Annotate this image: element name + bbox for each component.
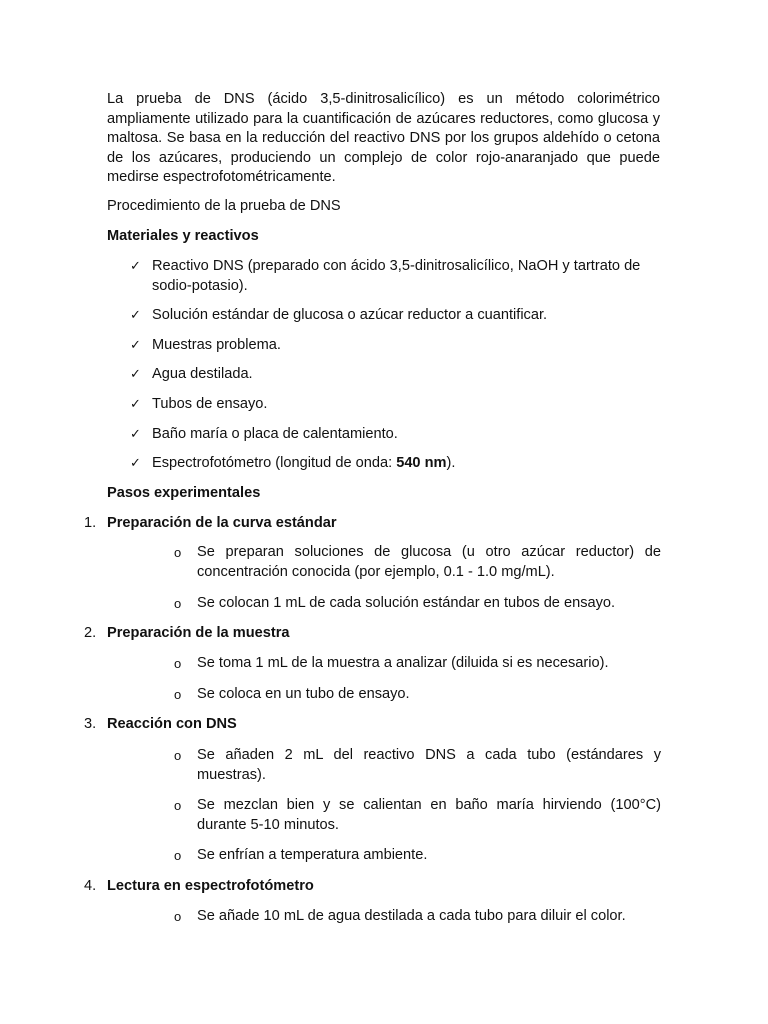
bullet-icon: o xyxy=(174,545,182,560)
checkmark-icon: ✓ xyxy=(130,259,141,274)
material-item xyxy=(130,257,662,296)
material-item xyxy=(130,425,662,445)
sub-item-text: Se colocan 1 mL de cada solución estándar en tubos de ensayo. xyxy=(197,595,616,611)
material-text-suffix: ). xyxy=(446,455,456,471)
step-title: Preparación de la curva estándar xyxy=(107,515,337,531)
bullet-icon: o xyxy=(174,596,182,611)
material-item xyxy=(130,336,662,356)
checkmark-icon: ✓ xyxy=(130,367,141,382)
material-text: Muestras problema. xyxy=(152,337,281,353)
checkmark-icon: ✓ xyxy=(130,397,141,412)
sub-item xyxy=(174,796,661,835)
material-text: Solución estándar de glucosa o azúcar reductor a cuantificar. xyxy=(152,307,548,323)
step-number: 4. xyxy=(84,878,97,894)
sub-item xyxy=(174,594,661,614)
step-title: Preparación de la muestra xyxy=(107,625,290,641)
bullet-icon: o xyxy=(174,687,182,702)
sub-item-text: Se añaden 2 mL del reactivo DNS a cada tubo (estándares y muestras). xyxy=(197,747,661,783)
materials-heading: Materiales y reactivos xyxy=(107,228,259,244)
material-text: Baño maría o placa de calentamiento. xyxy=(152,426,398,442)
bullet-icon: o xyxy=(174,798,182,813)
sub-item xyxy=(174,685,661,705)
checkmark-icon: ✓ xyxy=(130,338,141,353)
sub-item-text: Se mezclan bien y se calientan en baño maría hirviendo (100°C) durante 5-10 minutos. xyxy=(197,797,661,833)
sub-item-text: Se preparan soluciones de glucosa (u otro azúcar reductor) de concentración conocida (por ejemplo, 0.1 - 1.0 mg/mL). xyxy=(197,544,661,580)
material-item xyxy=(130,365,662,385)
bullet-icon: o xyxy=(174,909,182,924)
steps-heading: Pasos experimentales xyxy=(107,485,261,501)
wavelength-value: 540 nm xyxy=(396,455,447,471)
sub-item-text: Se coloca en un tubo de ensayo. xyxy=(197,686,410,702)
bullet-icon: o xyxy=(174,748,182,763)
material-item xyxy=(130,395,662,415)
procedure-heading: Procedimiento de la prueba de DNS xyxy=(107,198,341,214)
material-text: Tubos de ensayo. xyxy=(152,396,268,412)
sub-item xyxy=(174,907,661,927)
sub-item xyxy=(174,746,661,785)
material-text xyxy=(152,454,662,474)
sub-item xyxy=(174,654,661,674)
sub-item xyxy=(174,543,661,582)
sub-item-text: Se enfrían a temperatura ambiente. xyxy=(197,847,428,863)
step-number: 3. xyxy=(84,716,97,732)
material-text-prefix: Espectrofotómetro (longitud de onda: xyxy=(152,455,397,471)
step-title: Reacción con DNS xyxy=(107,716,237,732)
sub-item xyxy=(174,846,661,866)
intro-paragraph: La prueba de DNS (ácido 3,5-dinitrosalicílico) es un método colorimétrico ampliamente utilizado para la cuantificación de azúcares reductores, como glucosa y maltosa. Se basa en la reducción del reactivo DNS por los grupos aldehído o cetona de los azúcares, produciendo un complejo de color rojo-anaranjado que puede medirse espectrofotométricamente. xyxy=(107,91,660,186)
checkmark-icon: ✓ xyxy=(130,427,141,442)
bullet-icon: o xyxy=(174,848,182,863)
material-item xyxy=(130,306,662,326)
material-text: Reactivo DNS (preparado con ácido 3,5-dinitrosalicílico, NaOH y tartrato de sodio-potasio). xyxy=(152,258,641,294)
sub-item-text: Se añade 10 mL de agua destilada a cada tubo para diluir el color. xyxy=(197,908,626,924)
step-title: Lectura en espectrofotómetro xyxy=(107,878,314,894)
material-item xyxy=(130,454,662,474)
bullet-icon: o xyxy=(174,656,182,671)
step-number: 1. xyxy=(84,515,97,531)
step-number: 2. xyxy=(84,625,97,641)
material-text: Agua destilada. xyxy=(152,366,253,382)
checkmark-icon: ✓ xyxy=(130,308,141,323)
sub-item-text: Se toma 1 mL de la muestra a analizar (diluida si es necesario). xyxy=(197,655,609,671)
checkmark-icon: ✓ xyxy=(130,456,141,471)
